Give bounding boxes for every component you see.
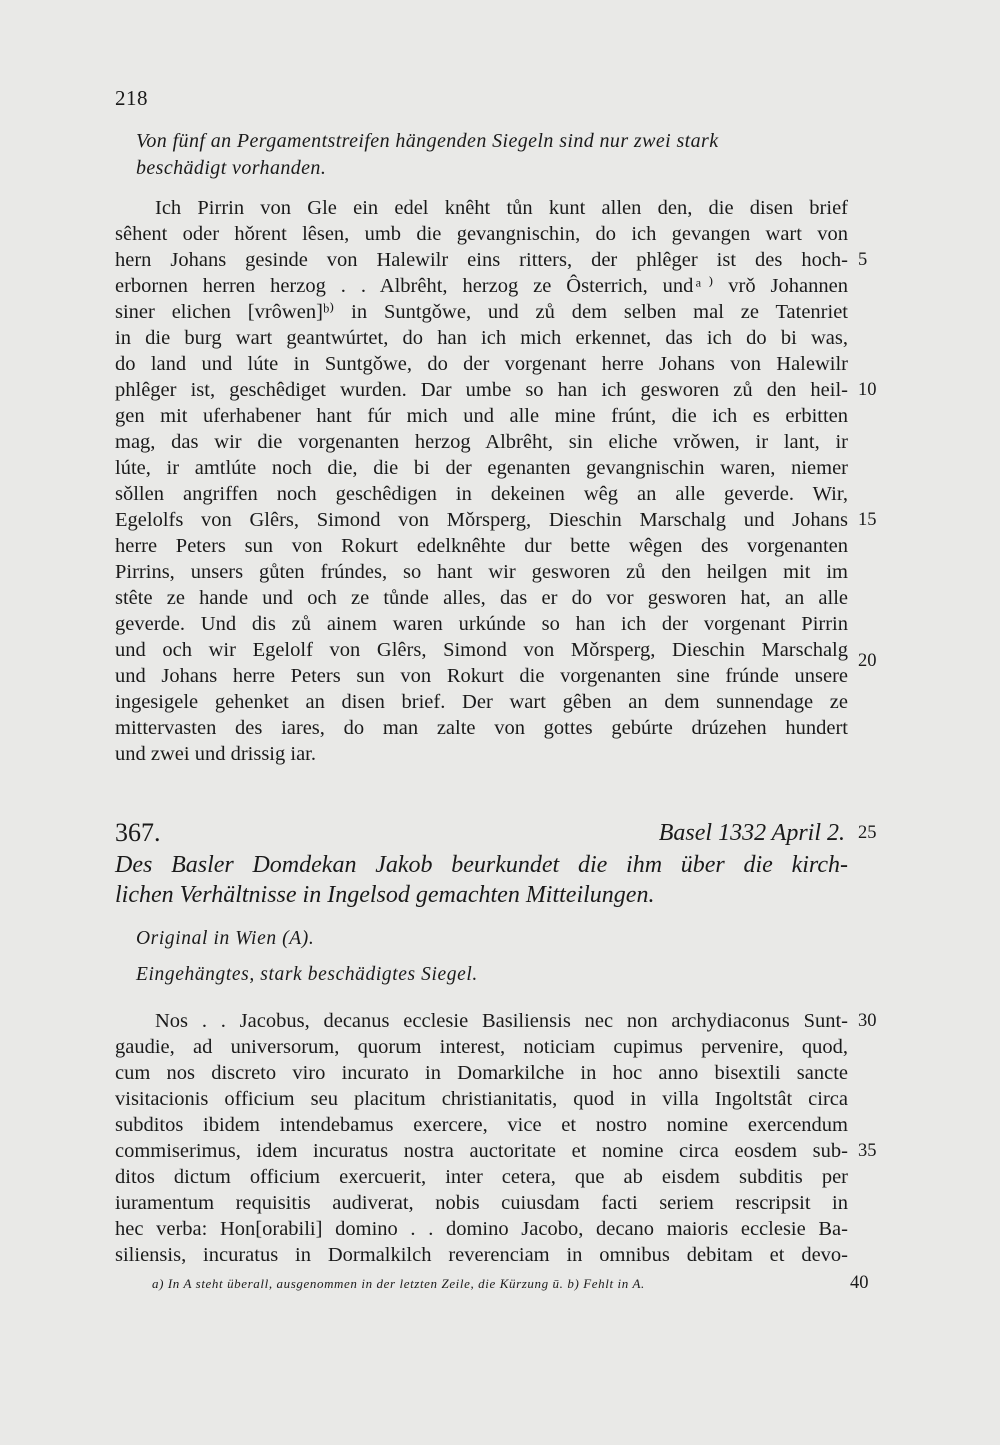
body-line: phlêger ist, geschêdiget wurden. Dar umbe so han ich gesworen zů den heil- — [115, 379, 848, 401]
body-line: Pirrins, unsers gůten frúndes, so hant wir gesworen zů den heilgen mit im — [115, 561, 848, 583]
intro-line: Von fünf an Pergamentstreifen hängenden Siegeln sind nur zwei stark — [136, 130, 719, 152]
margin-line-number: 25 — [858, 823, 877, 843]
margin-line-number: 10 — [858, 380, 877, 400]
body-line: Nos . . Jacobus, decanus ecclesie Basiliensis nec non archydiaconus Sunt- — [155, 1010, 848, 1032]
body-line: do land und lúte in Suntgǒwe, do der vorgenant herre Johans von Halewilr — [115, 353, 848, 375]
document-heading-line: Des Basler Domdekan Jakob beurkundet die ihm über die kirch- — [115, 852, 848, 878]
body-line: mag, das wir die vorgenanten herzog Albrêht, sin eliche vrǒwen, ir lant, ir — [115, 431, 848, 453]
body-line: und Johans herre Peters sun von Rokurt die vorgenanten sine frúnde unsere — [115, 665, 848, 687]
body-line: sǒllen angriffen noch geschêdigen in dekeinen wêg an alle geverde. Wir, — [115, 483, 848, 505]
body-line: hern Johans gesinde von Halewilr eins ritters, der phlêger ist des hoch- — [115, 249, 848, 271]
document-date: Basel 1332 April 2. — [658, 820, 845, 846]
body-line: commiserimus, idem incuratus nostra auctoritate et nomine circa eosdem sub- — [115, 1140, 848, 1162]
margin-line-number: 40 — [850, 1273, 869, 1293]
body-line: geverde. Und dis zů ainem waren urkúnde so han ich der vorgenant Pirrin — [115, 613, 848, 635]
margin-line-number: 20 — [858, 651, 877, 671]
body-line: und zwei und drissig iar. — [115, 743, 316, 765]
margin-line-number: 30 — [858, 1011, 877, 1031]
body-line: herre Peters sun von Rokurt edelknêhte dur bette wêgen des vorgenanten — [115, 535, 848, 557]
body-line: cum nos discreto viro incurato in Domarkilche in hoc anno bisextili sancte — [115, 1062, 848, 1084]
body-line: sêhent oder hǒrent lêsen, umb die gevangnischin, do ich gevangen wart von — [115, 223, 848, 245]
body-line: lúte, ir amtlúte noch die, die bi der egenanten gevangnischin waren, niemer — [115, 457, 848, 479]
body-line: subditos ibidem intendebamus exercere, vice et nostro nomine exercendum — [115, 1114, 848, 1136]
source-note: Original in Wien (A). — [136, 928, 315, 949]
body-line: iuramentum requisitis audiverat, nobis cuiusdam facti seriem rescripsit in — [115, 1192, 848, 1214]
body-line: ditos dictum officium exercuerit, inter cetera, que ab eisdem subditis per — [115, 1166, 848, 1188]
margin-line-number: 15 — [858, 510, 877, 530]
body-line: hec verba: Hon[orabili] domino . . domino Jacobo, decano maioris ecclesie Ba- — [115, 1218, 848, 1240]
body-line: ingesigele gehenket an disen brief. Der wart gêben an dem sunnendage ze — [115, 691, 848, 713]
body-line: mittervasten des iares, do man zalte von gottes gebúrte drúzehen hundert — [115, 717, 848, 739]
body-line: und och wir Egelolf von Glêrs, Simond von Mǒrsperg, Dieschin Marschalg — [115, 639, 848, 661]
margin-line-number: 5 — [858, 250, 868, 270]
body-line: Ich Pirrin von Gle ein edel knêht tůn kunt allen den, die disen brief — [155, 197, 848, 219]
body-line: gaudie, ad universorum, quorum interest, noticiam cupimus pervenire, quod, — [115, 1036, 848, 1058]
body-line: stête ze hande und och ze tůnde alles, das er do vor gesworen hat, an alle — [115, 587, 848, 609]
body-line: erbornen herren herzog . . Albrêht, herzog ze Ôsterrich, und ͣ⁾ vrǒ Johannen — [115, 275, 848, 297]
body-line: siliensis, incuratus in Dormalkilch reverenciam in omnibus debitam et devo- — [115, 1244, 848, 1266]
seal-note: Eingehängtes, stark beschädigtes Siegel. — [136, 964, 478, 985]
margin-line-number: 35 — [858, 1141, 877, 1161]
body-line: Egelolfs von Glêrs, Simond von Mǒrsperg, Dieschin Marschalg und Johans — [115, 509, 848, 531]
body-line: gen mit uferhabener hant fúr mich und alle mine frúnt, die ich es erbitten — [115, 405, 848, 427]
footnote: a) In A steht überall, ausgenommen in der letzten Zeile, die Kürzung ū. b) Fehlt in A. — [152, 1276, 645, 1291]
body-line: siner elichen [vrôwen]ᵇ⁾ in Suntgǒwe, und zů dem selben mal ze Tatenriet — [115, 301, 848, 323]
document-number: 367. — [115, 818, 161, 847]
document-heading-line: lichen Verhältnisse in Ingelsod gemachten Mitteilungen. — [115, 882, 655, 908]
intro-line: beschädigt vorhanden. — [136, 157, 327, 179]
body-line: in die burg wart geantwúrtet, do han ich mich erkennet, das ich do bi was, — [115, 327, 848, 349]
page-number: 218 — [115, 86, 148, 110]
body-line: visitacionis officium seu placitum christianitatis, quod in villa Ingoltstât circa — [115, 1088, 848, 1110]
